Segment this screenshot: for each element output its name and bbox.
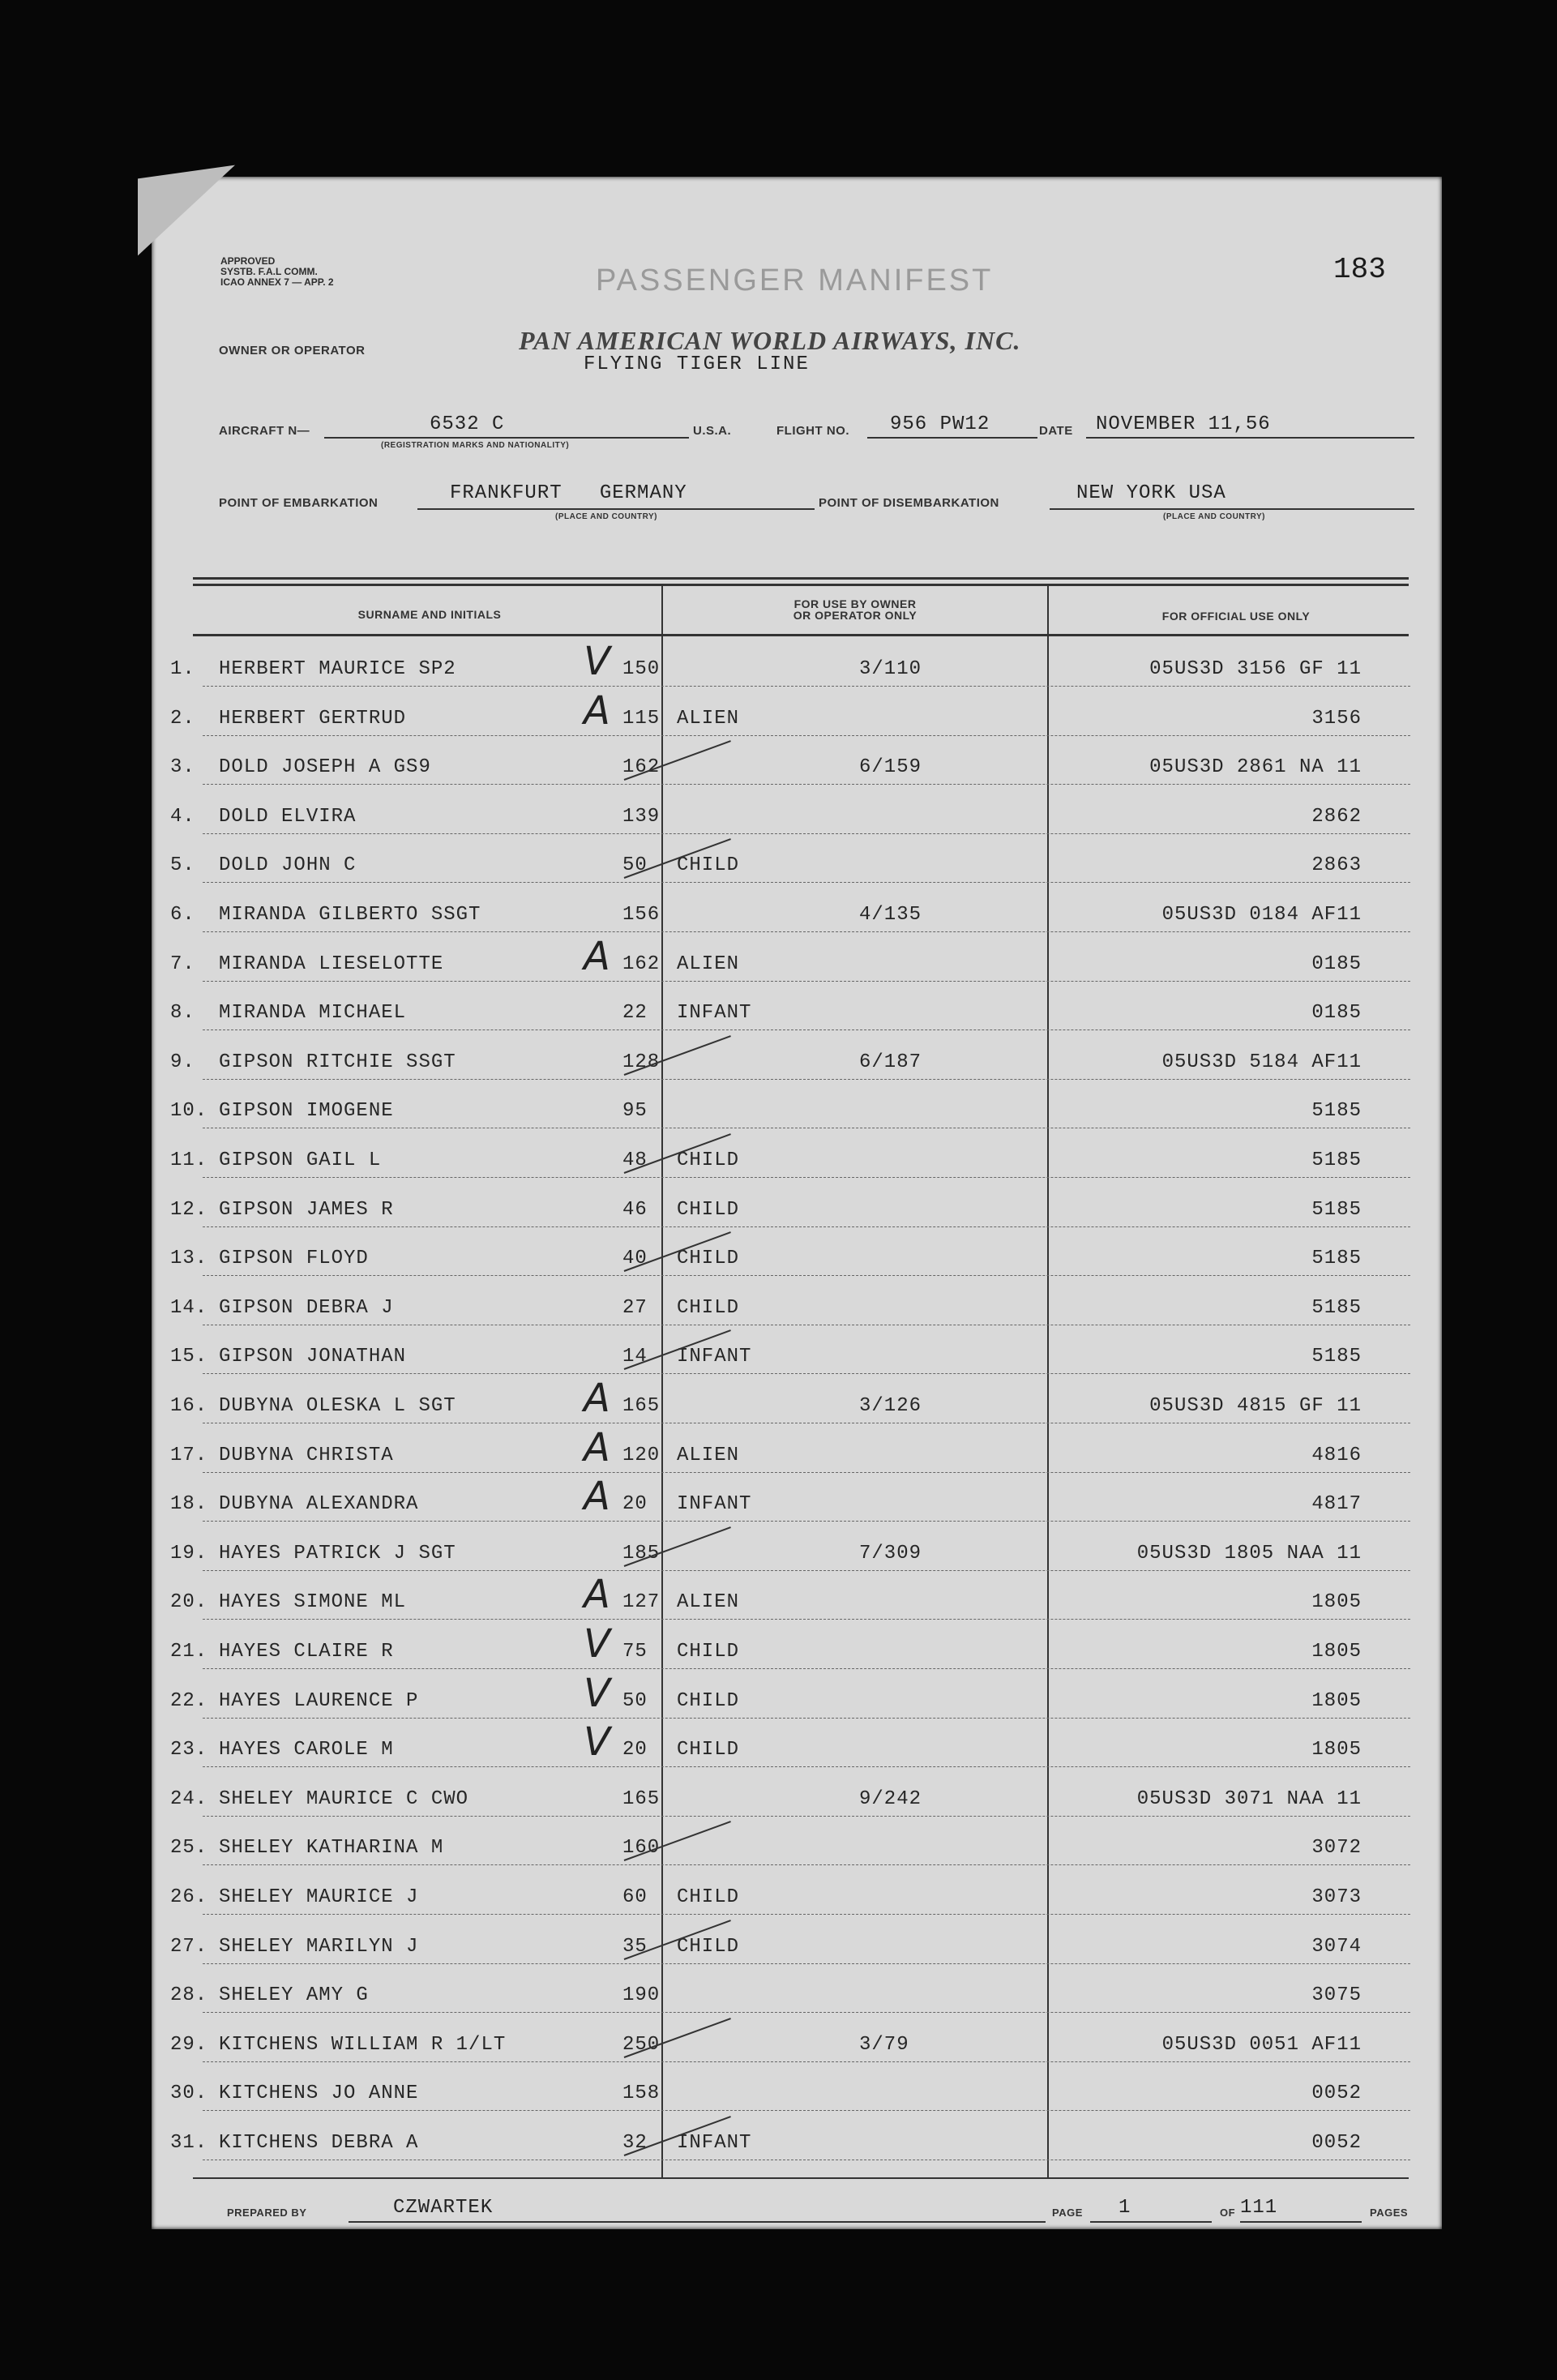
passenger-row <box>0 687 1557 756</box>
passenger-name: HERBERT MAURICE SP2 <box>219 658 456 680</box>
date-underline <box>1086 437 1414 439</box>
row-number: 18. <box>170 1493 208 1516</box>
passenger-row <box>0 1424 1557 1493</box>
alien-mark: A <box>584 1424 610 1470</box>
passenger-status: CHILD <box>677 854 740 877</box>
row-rule <box>203 735 1410 736</box>
row-rule <box>203 1963 1410 1964</box>
passenger-status: ALIEN <box>677 707 740 730</box>
passenger-status: CHILD <box>677 1149 740 1171</box>
passenger-weight: 156 <box>622 904 661 926</box>
passenger-weight: 14 <box>622 1346 648 1368</box>
passenger-row <box>0 1670 1557 1739</box>
passenger-weight: 139 <box>622 805 661 828</box>
passenger-weight: 165 <box>622 1787 661 1810</box>
row-rule <box>203 1029 1410 1030</box>
row-number: 1. <box>170 658 195 680</box>
row-rule <box>203 1472 1410 1473</box>
passenger-status: ALIEN <box>677 1591 740 1614</box>
row-number: 25. <box>170 1837 208 1860</box>
flight-underline <box>867 437 1037 439</box>
alien-mark: A <box>584 933 610 979</box>
passenger-row <box>0 904 1557 952</box>
check-mark: V <box>584 1621 610 1667</box>
page-underline <box>1090 2221 1212 2223</box>
official-code: 2863 <box>1311 854 1362 877</box>
approval-line-2: SYSTB. F.A.L COMM. <box>220 266 318 277</box>
passenger-status: ALIEN <box>677 1444 740 1466</box>
disembarkation-label: POINT OF DISEMBARKATION <box>819 496 999 510</box>
pages-label: PAGES <box>1370 2207 1409 2219</box>
passenger-weight: 50 <box>622 1689 648 1712</box>
passenger-name: MIRANDA GILBERTO SSGT <box>219 904 481 926</box>
passenger-weight: 95 <box>622 1100 648 1123</box>
owner-reference: 6/187 <box>859 1051 922 1073</box>
passenger-weight: 162 <box>622 952 661 975</box>
passenger-weight: 60 <box>622 1886 648 1908</box>
passenger-weight: 115 <box>622 707 661 730</box>
passenger-name: SHELEY AMY G <box>219 1984 369 2007</box>
row-number: 5. <box>170 854 195 877</box>
table-bottom-rule <box>193 2177 1409 2179</box>
official-code: 3156 <box>1311 707 1362 730</box>
owner-reference: 7/309 <box>859 1542 922 1565</box>
owner-name: PAN AMERICAN WORLD AIRWAYS, INC. <box>519 326 1021 355</box>
row-number: 31. <box>170 2132 208 2154</box>
official-code: 05US3D 2861 NA 11 <box>1149 756 1362 779</box>
passenger-name: KITCHENS JO ANNE <box>219 2082 419 2105</box>
official-code: 5185 <box>1311 1296 1362 1319</box>
owner-use-header-line-1: FOR USE BY OWNER <box>793 597 917 610</box>
embarkation-sublabel: (PLACE AND COUNTRY) <box>555 512 657 521</box>
disembarkation-underline <box>1050 508 1414 510</box>
passenger-status: INFANT <box>677 1493 752 1516</box>
passenger-weight: 250 <box>622 2033 661 2056</box>
alien-mark: A <box>584 687 610 734</box>
official-code: 5185 <box>1311 1346 1362 1368</box>
passenger-row <box>0 1297 1557 1346</box>
row-rule <box>203 2061 1410 2062</box>
passenger-name: HAYES SIMONE ML <box>219 1591 407 1614</box>
passenger-row <box>0 1100 1557 1149</box>
official-use-header: FOR OFFICIAL USE ONLY <box>1161 610 1311 623</box>
official-code: 4817 <box>1311 1493 1362 1516</box>
row-number: 14. <box>170 1296 208 1319</box>
owner-reference: 4/135 <box>859 904 922 926</box>
passenger-name: GIPSON FLOYD <box>219 1248 369 1270</box>
official-code: 0185 <box>1311 952 1362 975</box>
row-number: 11. <box>170 1149 208 1171</box>
row-number: 22. <box>170 1689 208 1712</box>
passenger-row <box>0 1984 1557 2033</box>
passenger-weight: 165 <box>622 1395 661 1417</box>
row-number: 6. <box>170 904 195 926</box>
row-number: 2. <box>170 707 195 730</box>
official-code: 05US3D 3071 NAA 11 <box>1136 1787 1362 1810</box>
passenger-row <box>0 1149 1557 1198</box>
passenger-weight: 150 <box>622 658 661 680</box>
alien-mark: A <box>584 1376 610 1421</box>
official-code: 0052 <box>1311 2132 1362 2154</box>
approval-line-3: ICAO ANNEX 7 — APP. 2 <box>220 276 334 288</box>
official-code: 5185 <box>1311 1149 1362 1171</box>
passenger-status: CHILD <box>677 1248 740 1270</box>
passenger-name: GIPSON JAMES R <box>219 1198 394 1221</box>
passenger-name: SHELEY MARILYN J <box>219 1935 419 1958</box>
owner-use-header <box>689 598 1021 621</box>
passenger-status: CHILD <box>677 1296 740 1319</box>
official-code: 2862 <box>1311 805 1362 828</box>
row-number: 3. <box>170 756 195 779</box>
approval-line-1: APPROVED <box>220 255 276 267</box>
embarkation-label: POINT OF EMBARKATION <box>219 496 379 510</box>
passenger-weight: 158 <box>622 2082 661 2105</box>
passenger-name: MIRANDA LIESELOTTE <box>219 952 444 975</box>
row-rule <box>203 1079 1410 1080</box>
row-rule <box>203 1766 1410 1767</box>
passenger-status: INFANT <box>677 1002 752 1025</box>
row-number: 27. <box>170 1935 208 1958</box>
row-rule <box>203 1914 1410 1915</box>
official-code: 0185 <box>1311 1002 1362 1025</box>
passenger-row <box>0 1886 1557 1935</box>
row-rule <box>203 784 1410 785</box>
passenger-row <box>0 1051 1557 1100</box>
of-underline <box>1240 2221 1362 2223</box>
passenger-name: MIRANDA MICHAEL <box>219 1002 407 1025</box>
passenger-name: DOLD ELVIRA <box>219 805 357 828</box>
passenger-row <box>0 2082 1557 2131</box>
official-code: 05US3D 0051 AF11 <box>1161 2033 1362 2056</box>
official-code: 05US3D 4815 GF 11 <box>1149 1395 1362 1417</box>
passenger-weight: 127 <box>622 1591 661 1614</box>
passenger-weight: 120 <box>622 1444 661 1466</box>
row-number: 13. <box>170 1248 208 1270</box>
check-mark: V <box>584 639 610 684</box>
passenger-status: CHILD <box>677 1886 740 1908</box>
row-rule <box>203 1275 1410 1276</box>
passenger-row <box>0 854 1557 903</box>
passenger-row <box>0 1572 1557 1640</box>
official-code: 3075 <box>1311 1984 1362 2007</box>
passenger-name: DUBYNA CHRISTA <box>219 1444 394 1466</box>
passenger-name: DUBYNA OLESKA L SGT <box>219 1395 456 1417</box>
row-rule <box>203 1373 1410 1374</box>
embarkation-value: FRANKFURT GERMANY <box>450 482 687 504</box>
aircraft-value: 6532 C <box>430 413 505 435</box>
passenger-row <box>0 2132 1557 2181</box>
passenger-weight: 160 <box>622 1837 661 1860</box>
nationality: U.S.A. <box>693 424 732 438</box>
row-number: 26. <box>170 1886 208 1908</box>
row-number: 24. <box>170 1787 208 1810</box>
owner-reference: 9/242 <box>859 1787 922 1810</box>
passenger-row <box>0 806 1557 854</box>
row-rule <box>203 2012 1410 2013</box>
passenger-name: HAYES CLAIRE R <box>219 1641 394 1663</box>
row-rule <box>203 1718 1410 1719</box>
official-code: 1805 <box>1311 1739 1362 1761</box>
alien-mark: A <box>584 1474 610 1520</box>
passenger-weight: 32 <box>622 2132 648 2154</box>
flight-label: FLIGHT NO. <box>776 424 849 438</box>
row-rule <box>203 1816 1410 1817</box>
prepared-by-value: CZWARTEK <box>393 2197 494 2219</box>
passenger-name: GIPSON RITCHIE SSGT <box>219 1051 456 1073</box>
operator-line: FLYING TIGER LINE <box>584 353 810 375</box>
passenger-name: GIPSON IMOGENE <box>219 1100 394 1123</box>
passenger-weight: 162 <box>622 756 661 779</box>
official-code: 3074 <box>1311 1935 1362 1958</box>
official-code: 05US3D 1805 NAA 11 <box>1136 1542 1362 1565</box>
official-code: 05US3D 3156 GF 11 <box>1149 658 1362 680</box>
passenger-weight: 75 <box>622 1641 648 1663</box>
row-number: 7. <box>170 952 195 975</box>
passenger-row <box>0 1199 1557 1248</box>
official-code: 1805 <box>1311 1591 1362 1614</box>
header-rule-top <box>193 577 1409 586</box>
passenger-name: HERBERT GERTRUD <box>219 707 407 730</box>
passenger-weight: 40 <box>622 1248 648 1270</box>
row-number: 30. <box>170 2082 208 2105</box>
row-rule <box>203 1619 1410 1620</box>
row-number: 8. <box>170 1002 195 1025</box>
official-code: 3072 <box>1311 1837 1362 1860</box>
passenger-row <box>0 1248 1557 1296</box>
row-number: 4. <box>170 805 195 828</box>
passenger-name: KITCHENS WILLIAM R 1/LT <box>219 2033 507 2056</box>
document-title: PASSENGER MANIFEST <box>596 263 994 298</box>
passenger-weight: 20 <box>622 1739 648 1761</box>
passenger-status: CHILD <box>677 1198 740 1221</box>
embarkation-underline <box>417 508 815 510</box>
row-number: 21. <box>170 1641 208 1663</box>
passenger-name: GIPSON DEBRA J <box>219 1296 394 1319</box>
official-code: 1805 <box>1311 1641 1362 1663</box>
header-rule-bottom <box>193 634 1409 636</box>
owner-use-header-line-2: OR OPERATOR ONLY <box>793 609 918 622</box>
owner-label: OWNER OR OPERATOR <box>219 344 366 357</box>
passenger-status: CHILD <box>677 1739 740 1761</box>
row-rule <box>203 686 1410 687</box>
row-number: 9. <box>170 1051 195 1073</box>
passenger-weight: 22 <box>622 1002 648 1025</box>
passenger-name: GIPSON JONATHAN <box>219 1346 407 1368</box>
official-code: 05US3D 5184 AF11 <box>1161 1051 1362 1073</box>
row-number: 29. <box>170 2033 208 2056</box>
official-code: 5185 <box>1311 1198 1362 1221</box>
passenger-row <box>0 1376 1557 1444</box>
aircraft-sublabel: (REGISTRATION MARKS AND NATIONALITY) <box>381 441 570 450</box>
row-rule <box>203 981 1410 982</box>
prepared-by-label: PREPARED BY <box>227 2207 307 2219</box>
passenger-name: KITCHENS DEBRA A <box>219 2132 419 2154</box>
row-rule <box>203 1570 1410 1571</box>
check-mark: V <box>584 1719 610 1766</box>
page-label: PAGE <box>1052 2207 1083 2219</box>
passenger-status: INFANT <box>677 1346 752 1368</box>
of-value: 111 <box>1240 2197 1278 2219</box>
passenger-row <box>0 1837 1557 1886</box>
check-mark: V <box>584 1670 610 1716</box>
passenger-row <box>0 1788 1557 1837</box>
owner-reference: 3/110 <box>859 658 922 680</box>
passenger-status: CHILD <box>677 1689 740 1712</box>
row-rule <box>203 882 1410 883</box>
row-rule <box>203 2110 1410 2111</box>
owner-reference: 3/126 <box>859 1395 922 1417</box>
passenger-row <box>0 1936 1557 1984</box>
passenger-row <box>0 1346 1557 1394</box>
passenger-row <box>0 1621 1557 1689</box>
row-number: 12. <box>170 1198 208 1221</box>
official-code: 5185 <box>1311 1100 1362 1123</box>
passenger-row <box>0 1543 1557 1591</box>
row-rule <box>203 1177 1410 1178</box>
date-label: DATE <box>1039 424 1073 438</box>
passenger-weight: 20 <box>622 1493 648 1516</box>
page-stamp: 183 <box>1333 253 1386 286</box>
official-code: 1805 <box>1311 1689 1362 1712</box>
passenger-row <box>0 639 1557 707</box>
passenger-name: DUBYNA ALEXANDRA <box>219 1493 419 1516</box>
row-number: 10. <box>170 1100 208 1123</box>
of-label: OF <box>1220 2207 1236 2219</box>
passenger-name: SHELEY KATHARINA M <box>219 1837 444 1860</box>
official-code: 3073 <box>1311 1886 1362 1908</box>
passenger-status: ALIEN <box>677 952 740 975</box>
passenger-row <box>0 2034 1557 2082</box>
passenger-name: GIPSON GAIL L <box>219 1149 382 1171</box>
row-rule <box>203 1226 1410 1227</box>
approval-stamp <box>220 256 334 288</box>
passenger-name: HAYES CAROLE M <box>219 1739 394 1761</box>
official-code: 4816 <box>1311 1444 1362 1466</box>
row-number: 15. <box>170 1346 208 1368</box>
row-rule <box>203 931 1410 932</box>
passenger-weight: 50 <box>622 854 648 877</box>
alien-mark: A <box>584 1572 610 1618</box>
page-value: 1 <box>1119 2197 1131 2219</box>
disembarkation-value: NEW YORK USA <box>1076 482 1226 504</box>
folded-corner <box>138 165 235 256</box>
row-number: 20. <box>170 1591 208 1614</box>
passenger-weight: 48 <box>622 1149 648 1171</box>
aircraft-underline <box>324 437 689 439</box>
surname-header: SURNAME AND INITIALS <box>357 608 502 621</box>
row-number: 19. <box>170 1542 208 1565</box>
passenger-name: DOLD JOSEPH A GS9 <box>219 756 431 779</box>
owner-reference: 6/159 <box>859 756 922 779</box>
passenger-name: HAYES PATRICK J SGT <box>219 1542 456 1565</box>
disembarkation-sublabel: (PLACE AND COUNTRY) <box>1163 512 1265 521</box>
date-value: NOVEMBER 11,56 <box>1096 413 1271 435</box>
flight-value: 956 PW12 <box>890 413 990 435</box>
owner-reference: 3/79 <box>859 2033 909 2056</box>
passenger-name: HAYES LAURENCE P <box>219 1689 419 1712</box>
official-code: 5185 <box>1311 1248 1362 1270</box>
row-rule <box>203 1864 1410 1865</box>
passenger-row <box>0 1719 1557 1787</box>
aircraft-label: AIRCRAFT N— <box>219 424 310 438</box>
passenger-name: SHELEY MAURICE C CWO <box>219 1787 469 1810</box>
passenger-weight: 46 <box>622 1198 648 1221</box>
row-rule <box>203 1521 1410 1522</box>
passenger-status: INFANT <box>677 2132 752 2154</box>
passenger-weight: 27 <box>622 1296 648 1319</box>
passenger-weight: 190 <box>622 1984 661 2007</box>
row-number: 16. <box>170 1395 208 1417</box>
row-number: 23. <box>170 1739 208 1761</box>
official-code: 0052 <box>1311 2082 1362 2105</box>
row-number: 28. <box>170 1984 208 2007</box>
official-code: 05US3D 0184 AF11 <box>1161 904 1362 926</box>
prepared-by-underline <box>349 2221 1046 2223</box>
passenger-row <box>0 933 1557 1002</box>
passenger-status: CHILD <box>677 1935 740 1958</box>
passenger-name: SHELEY MAURICE J <box>219 1886 419 1908</box>
passenger-weight: 128 <box>622 1051 661 1073</box>
passenger-row <box>0 1474 1557 1542</box>
passenger-status: CHILD <box>677 1641 740 1663</box>
passenger-row <box>0 1002 1557 1051</box>
row-rule <box>203 1668 1410 1669</box>
passenger-row <box>0 756 1557 805</box>
passenger-weight: 185 <box>622 1542 661 1565</box>
passenger-weight: 35 <box>622 1935 648 1958</box>
row-number: 17. <box>170 1444 208 1466</box>
passenger-name: DOLD JOHN C <box>219 854 357 877</box>
row-rule <box>203 833 1410 834</box>
